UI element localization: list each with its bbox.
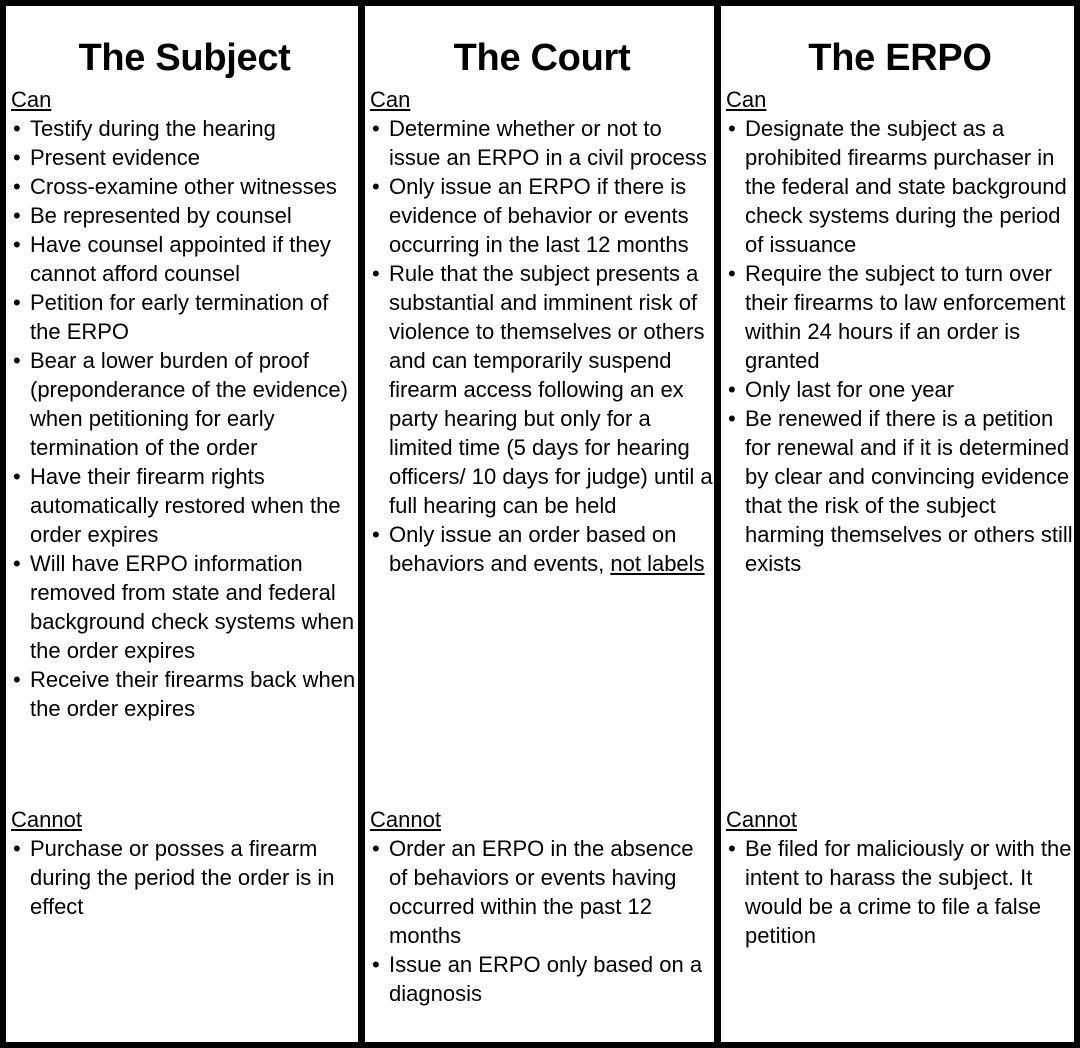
cannot-label: Cannot bbox=[726, 807, 797, 832]
list-item: • Designate the subject as a prohibited firearms purchaser in the federal and state background check systems during the period of issuance bbox=[726, 114, 1074, 259]
column-subject bbox=[6, 6, 358, 1042]
list-item bbox=[370, 520, 714, 578]
can-label: Can bbox=[726, 87, 767, 112]
list-item: • Be filed for maliciously or with the intent to harass the subject. It would be a crime to file a false petition bbox=[726, 834, 1074, 950]
column-court bbox=[358, 6, 714, 1042]
column-erpo bbox=[714, 6, 1074, 1042]
can-list bbox=[370, 114, 714, 578]
list-item: • Petition for early termination of the ERPO bbox=[11, 288, 358, 346]
list-item: • Have counsel appointed if they cannot afford counsel bbox=[11, 230, 358, 288]
cannot-section bbox=[11, 805, 358, 921]
list-item: • Cross-examine other witnesses bbox=[11, 172, 358, 201]
cannot-list bbox=[370, 834, 714, 1008]
list-item: • Rule that the subject presents a substantial and imminent risk of violence to themselves or others and can temporarily suspend firearm access following an ex party hearing but only for a limited time (5 days for hearing officers/ 10 days for judge) until a full hearing can be held bbox=[370, 259, 714, 520]
cannot-list bbox=[11, 834, 358, 921]
cannot-section bbox=[370, 805, 714, 1008]
list-item: • Order an ERPO in the absence of behaviors or events having occurred within the past 12 months bbox=[370, 834, 714, 950]
list-item: • Issue an ERPO only based on a diagnosis bbox=[370, 950, 714, 1008]
list-item: • Only last for one year bbox=[726, 375, 1074, 404]
list-item: • Receive their firearms back when the order expires bbox=[11, 665, 358, 723]
cannot-list bbox=[726, 834, 1074, 950]
can-list bbox=[11, 114, 358, 723]
list-item: • Determine whether or not to issue an ERPO in a civil process bbox=[370, 114, 714, 172]
list-item: • Purchase or posses a firearm during the period the order is in effect bbox=[11, 834, 358, 921]
can-list bbox=[726, 114, 1074, 578]
underlined-emphasis: not labels bbox=[610, 551, 705, 576]
cannot-section bbox=[726, 805, 1074, 950]
list-item: • Be represented by counsel bbox=[11, 201, 358, 230]
column-title: The Court bbox=[453, 37, 631, 79]
list-item: • Bear a lower burden of proof (preponderance of the evidence) when petitioning for early termination of the order bbox=[11, 346, 358, 462]
list-item: • Will have ERPO information removed from state and federal background check systems when the order expires bbox=[11, 549, 358, 665]
list-item-text: Only issue an order based on behaviors and events, bbox=[389, 522, 677, 576]
can-label: Can bbox=[11, 87, 52, 112]
column-title: The Subject bbox=[78, 37, 291, 79]
list-item: • Require the subject to turn over their firearms to law enforcement within 24 hours if an order is granted bbox=[726, 259, 1074, 375]
cannot-label: Cannot bbox=[370, 807, 441, 832]
column-title: The ERPO bbox=[808, 37, 992, 79]
list-item: • Be renewed if there is a petition for renewal and if it is determined by clear and convincing evidence that the risk of the subject harming themselves or others still exists bbox=[726, 404, 1074, 578]
list-item: • Only issue an ERPO if there is evidence of behavior or events occurring in the last 12 months bbox=[370, 172, 714, 259]
list-item: • Have their firearm rights automatically restored when the order expires bbox=[11, 462, 358, 549]
list-item: • Testify during the hearing bbox=[11, 114, 358, 143]
list-item: • Present evidence bbox=[11, 143, 358, 172]
cannot-label: Cannot bbox=[11, 807, 82, 832]
can-label: Can bbox=[370, 87, 411, 112]
